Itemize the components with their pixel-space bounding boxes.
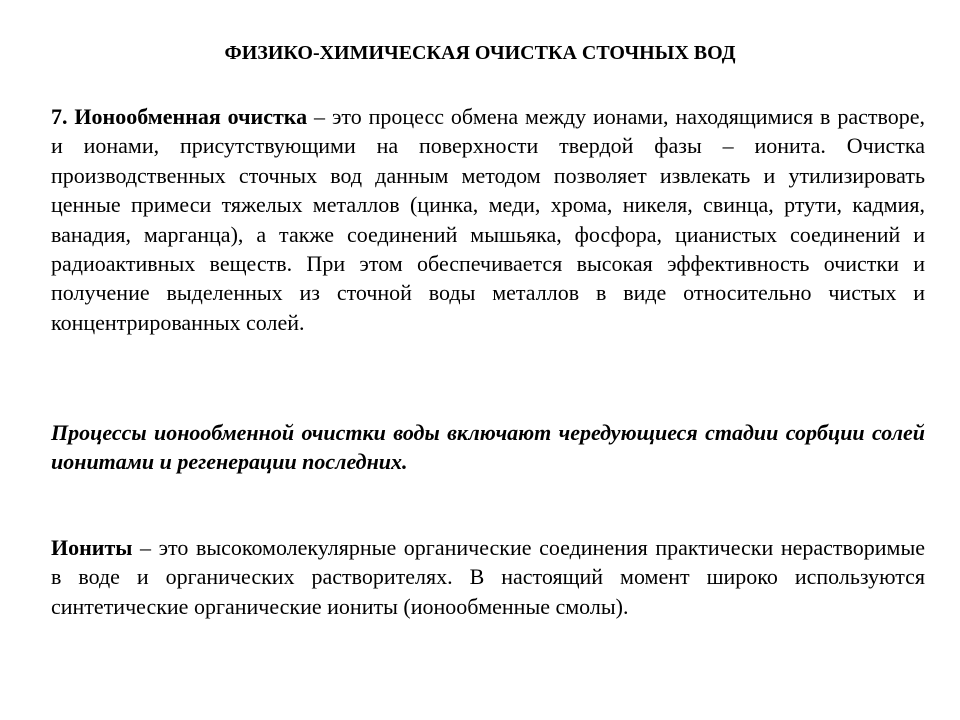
definition-term: Иониты — [51, 535, 133, 560]
page-title: ФИЗИКО-ХИМИЧЕСКАЯ ОЧИСТКА СТОЧНЫХ ВОД — [224, 42, 736, 64]
ion-exchange-paragraph — [51, 102, 925, 337]
section-text: – это процесс обмена между ионами, находящимися в растворе, и ионами, присутствующими на поверхности твердой фазы – ионита. Очистка производственных сточных вод данным методом позволяет извлекать и утилизировать ценные примеси тяжелых металлов (цинка, меди, хрома, никеля, свинца, ртути, кадмия, ванадия, марганца), а также соединений мышьяка, фосфора, цианистых соединений и радиоактивных веществ. При этом обеспечивается высокая эффективность очистки и получение выделенных из сточной воды металлов в виде относительно чистых и концентрированных солей. — [51, 104, 925, 335]
definition-text: – это высокомолекулярные органические соединения практически нерастворимые в воде и органических растворителях. В настоящий момент широко используются синтетические органические иониты (ионообменные смолы). — [51, 535, 925, 619]
ionites-definition-paragraph — [51, 533, 925, 621]
section-term: 7. Ионообменная очистка — [51, 104, 308, 129]
emphasis-paragraph: Процессы ионообменной очистки воды включают чередующиеся стадии сорбции солей ионитами и регенерации последних. — [51, 420, 925, 475]
